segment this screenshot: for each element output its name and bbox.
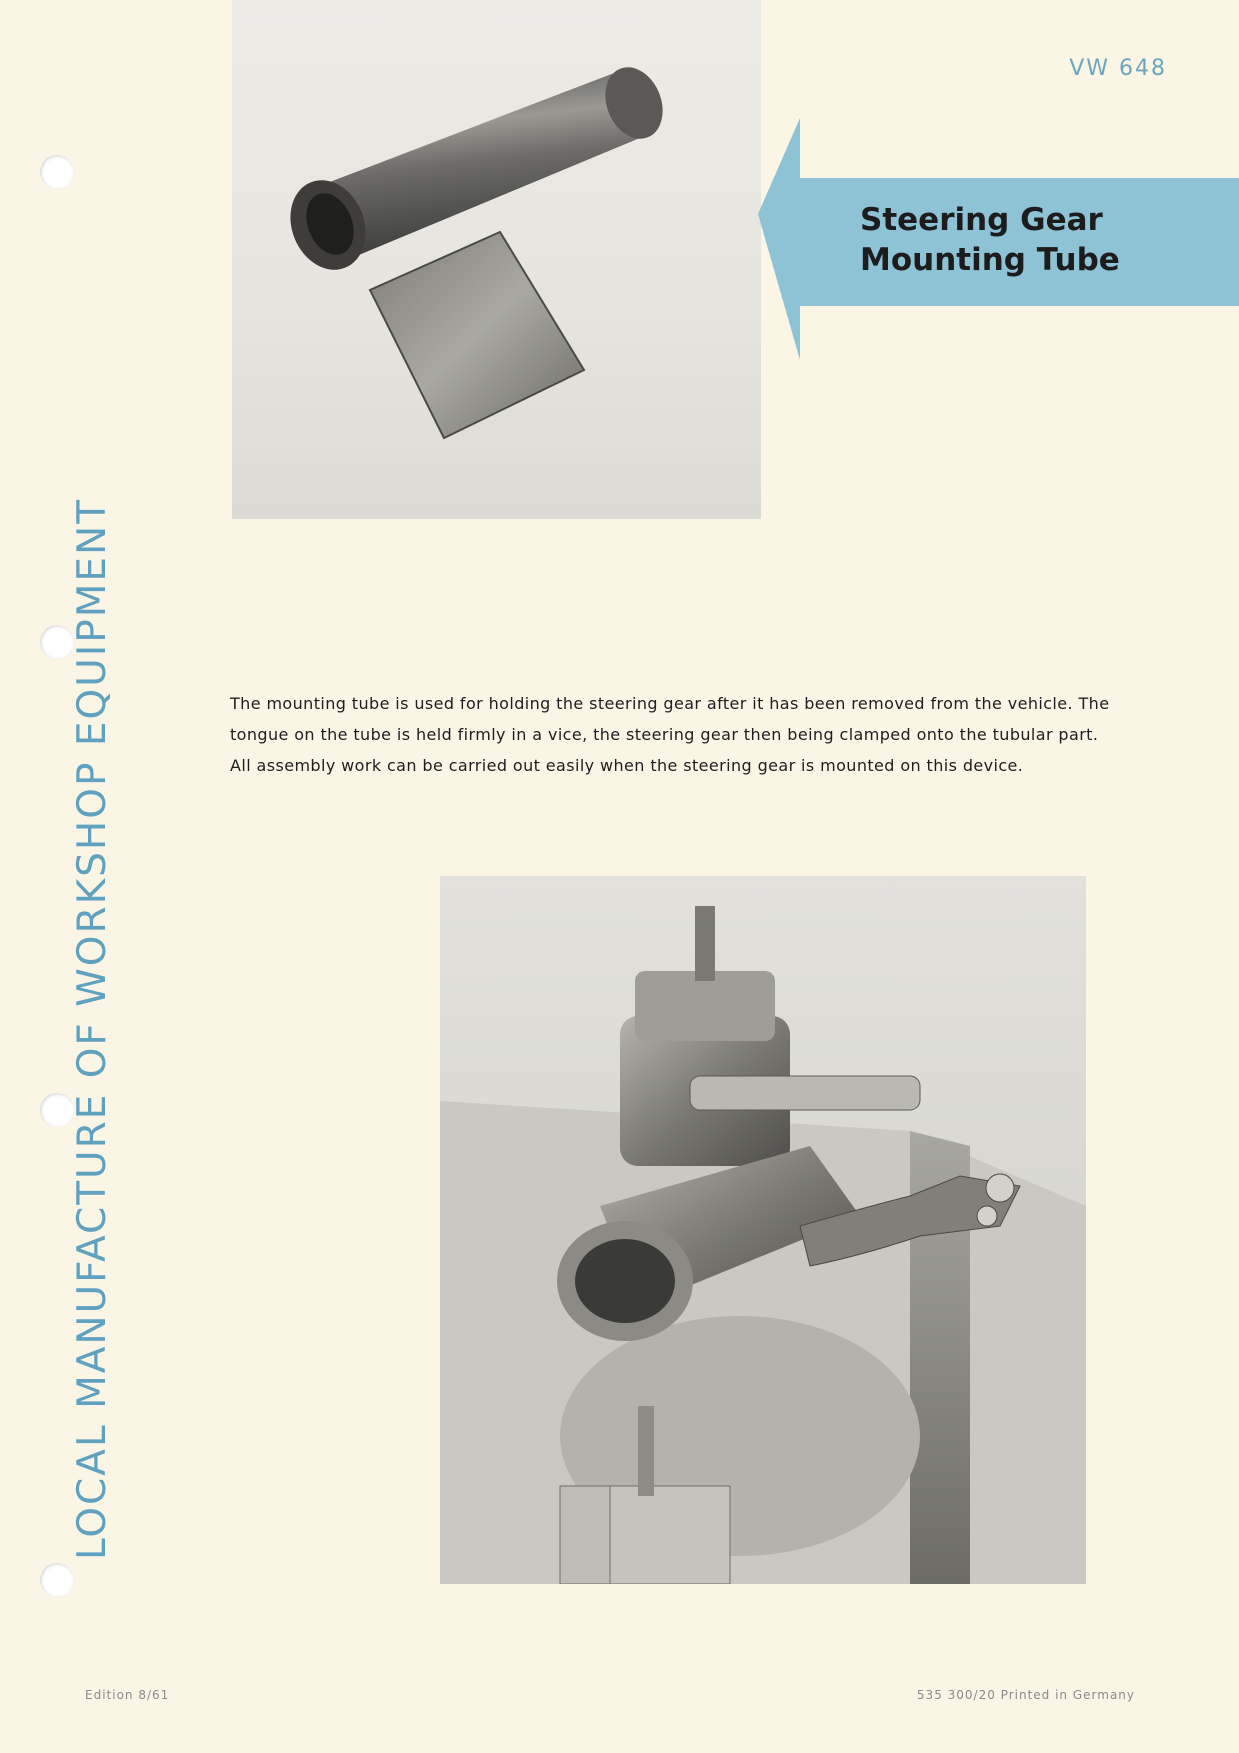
page-title <box>860 200 1230 280</box>
mounting-tube-illustration <box>232 0 761 519</box>
document-id: VW 648 <box>1069 56 1167 81</box>
print-info: 535 300/20 Printed in Germany <box>916 1688 1135 1702</box>
edition-label: Edition 8/61 <box>85 1688 170 1702</box>
title-line-1: Steering Gear <box>860 202 1103 238</box>
steering-gear-illustration <box>440 876 1086 1584</box>
side-title: LOCAL MANUFACTURE OF WORKSHOP EQUIPMENT <box>70 497 115 1560</box>
punch-hole-bottom <box>40 1563 74 1597</box>
description-line: All assembly work can be carried out easily when the steering gear is mounted on this device. <box>230 756 1024 775</box>
description-line: The mounting tube is used for holding the steering gear after it has been removed from the vehicle. The <box>230 694 1110 713</box>
punch-hole-upper-middle <box>40 625 74 659</box>
description <box>230 688 1110 781</box>
description-line: tongue on the tube is held firmly in a vice, the steering gear then being clamped onto the tubular part. <box>230 725 1099 744</box>
punch-hole-top <box>40 155 74 189</box>
title-line-2: Mounting Tube <box>860 242 1120 278</box>
mounting-tube-photo <box>232 0 761 519</box>
steering-gear-in-vice-photo <box>440 876 1086 1584</box>
punch-hole-lower-middle <box>40 1093 74 1127</box>
